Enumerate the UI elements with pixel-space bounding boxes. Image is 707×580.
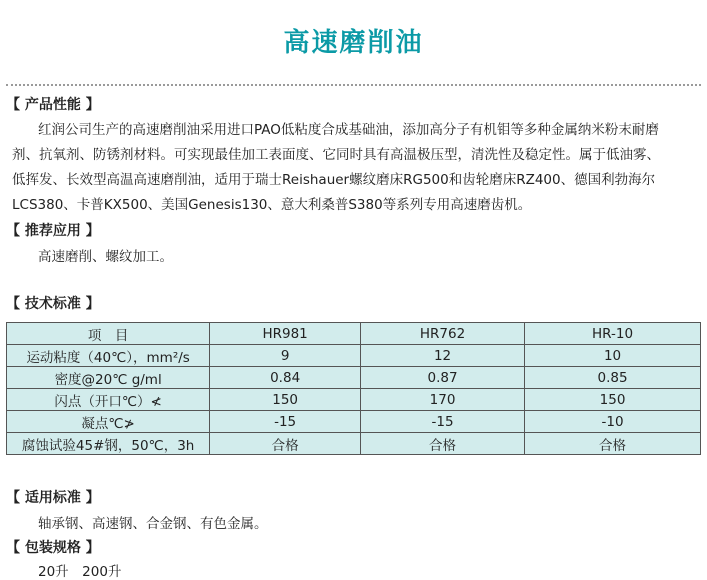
table-cell: 0.85 [525,367,701,389]
table-cell: 0.84 [210,367,361,389]
performance-line-2: 剂、抗氧剂、防锈剂材料。可实现最佳加工表面度、它同时具有高温极压型，清洗性及稳定性。属于低油雾、 [12,147,660,163]
table-cell: 运动粘度（40℃），mm²/s [7,345,210,367]
table-cell: 密度@20℃ g/ml [7,367,210,389]
table-cell: 腐蚀试验45#钢，50℃，3h [7,433,210,455]
table-cell: 150 [210,389,361,411]
table-header-cell: HR762 [360,323,524,345]
table-cell: 合格 [210,433,361,455]
application-text: 高速磨削、螺纹加工。 [38,249,173,265]
dotted-divider [6,84,701,86]
table-row [7,345,701,367]
section-heading-specs: 【 技术标准 】 [6,296,100,312]
table-cell: -10 [525,411,701,433]
table-header-cell: HR981 [210,323,361,345]
table-cell: 凝点℃≯ [7,411,210,433]
table-row [7,389,701,411]
table-row [7,433,701,455]
table-header-cell: HR-10 [525,323,701,345]
section-heading-packaging: 【 包装规格 】 [6,540,100,556]
table-cell: 150 [525,389,701,411]
table-cell: 9 [210,345,361,367]
section-heading-application: 【 推荐应用 】 [6,223,100,239]
section-heading-standards: 【 适用标准 】 [6,490,100,506]
table-row [7,367,701,389]
table-cell: 0.87 [360,367,524,389]
table-cell: 闪点（开口℃）≮ [7,389,210,411]
table-header-row [7,323,701,345]
table-cell: 170 [360,389,524,411]
table-cell: -15 [360,411,524,433]
spec-table [6,322,701,455]
table-cell: 合格 [360,433,524,455]
performance-line-3: 低挥发、长效型高温高速磨削油，适用于瑞士Reishauer螺纹磨床RG500和齿轮磨床RZ400、德国利勃海尔 [12,172,656,188]
performance-line-1: 红润公司生产的高速磨削油采用进口PAO低粘度合成基础油，添加高分子有机钼等多种金属纳米粉末耐磨 [38,122,659,138]
performance-line-4: LCS380、卡普KX500、美国Genesis130、意大利桑普S380等系列专用高速磨齿机。 [12,197,532,213]
table-header-cell: 项 目 [7,323,210,345]
table-cell: 12 [360,345,524,367]
section-heading-performance: 【 产品性能 】 [6,97,100,113]
table-cell: 合格 [525,433,701,455]
standards-text: 轴承钢、高速钢、合金钢、有色金属。 [38,516,268,532]
packaging-text: 20升 200升 [38,564,122,580]
table-cell: -15 [210,411,361,433]
table-row [7,411,701,433]
table-cell: 10 [525,345,701,367]
page-title: 高速磨削油 [283,28,424,58]
